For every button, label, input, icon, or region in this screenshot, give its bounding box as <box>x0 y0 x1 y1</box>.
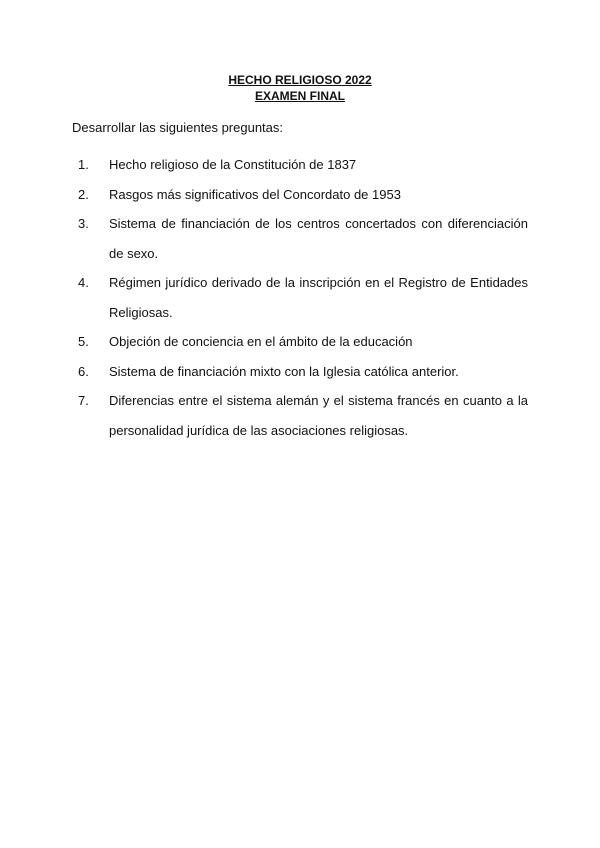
question-number: 3. <box>78 216 89 231</box>
question-text: Hecho religioso de la Constitución de 1837 <box>109 157 357 172</box>
question-item <box>72 386 528 445</box>
question-number: 4. <box>78 275 89 290</box>
question-text: Rasgos más significativos del Concordato de 1953 <box>109 186 401 202</box>
question-item <box>72 209 528 268</box>
question-number: 5. <box>78 334 89 349</box>
question-text: Sistema de financiación mixto con la Iglesia católica anterior. <box>109 363 459 379</box>
question-number: 7. <box>78 393 89 408</box>
question-item <box>72 268 528 327</box>
title-block <box>0 72 600 104</box>
question-item <box>72 357 528 387</box>
question-text: Régimen jurídico derivado de la inscripción en el Registro de Entidades Religiosas. <box>109 275 528 320</box>
question-number: 1. <box>78 157 89 172</box>
question-list <box>72 150 528 445</box>
question-item <box>72 150 528 180</box>
intro-text: Desarrollar las siguientes preguntas: <box>72 120 283 135</box>
question-number: 6. <box>78 363 89 379</box>
question-text: Objeción de conciencia en el ámbito de la educación <box>109 334 413 349</box>
question-text: Sistema de financiación de los centros concertados con diferenciación de sexo. <box>109 216 528 261</box>
document-subtitle: EXAMEN FINAL <box>255 89 345 103</box>
question-item <box>72 180 528 210</box>
document-title: HECHO RELIGIOSO 2022 <box>228 73 372 87</box>
question-text: Diferencias entre el sistema alemán y el sistema francés en cuanto a la personalidad jurídica de las asociaciones religiosas. <box>109 393 528 438</box>
question-item <box>72 327 528 357</box>
question-number: 2. <box>78 186 89 202</box>
